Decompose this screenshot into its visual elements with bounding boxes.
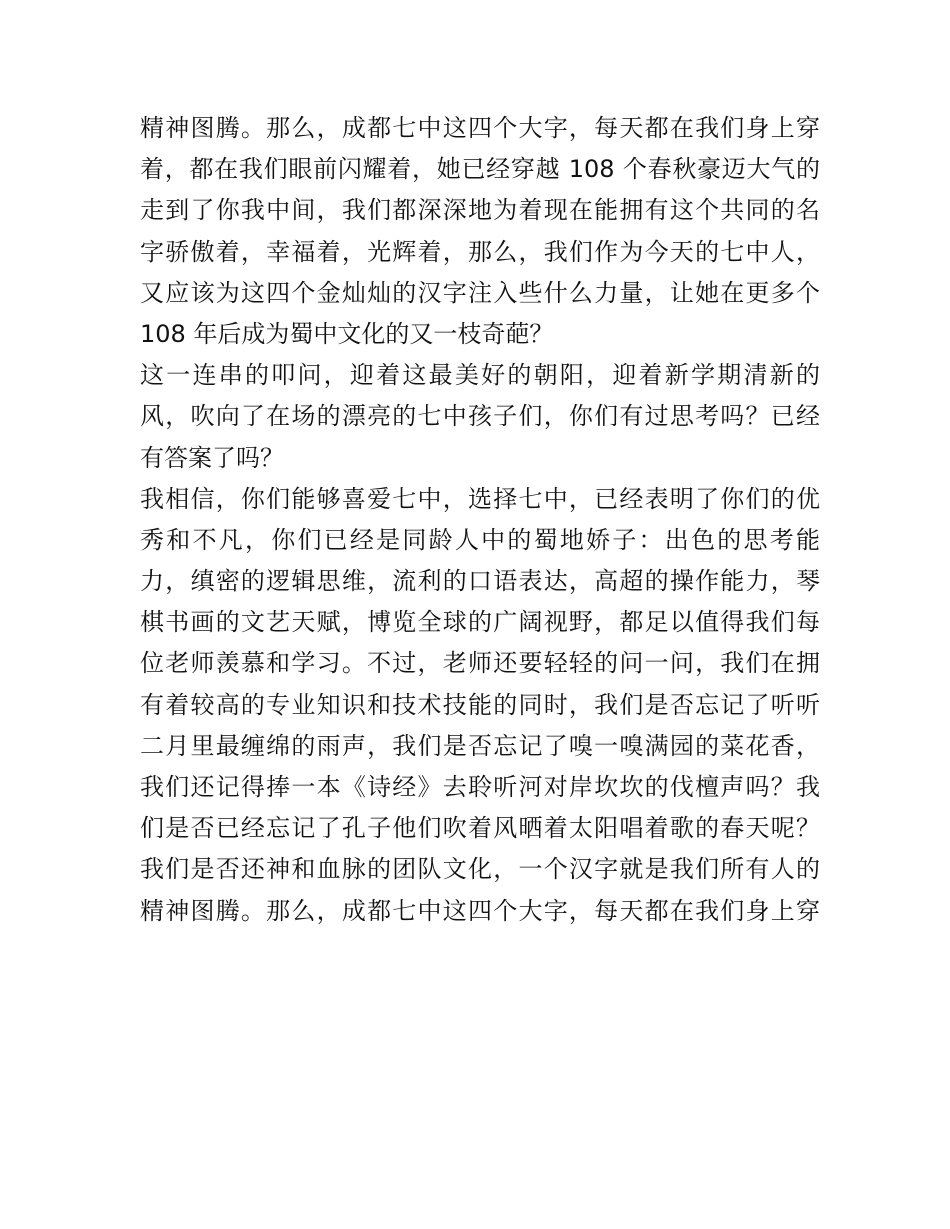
body-text xyxy=(140,108,820,932)
text-line-17: 我们还记得捧一本《诗经》去聆听河对岸坎坎的伐檀声吗？我 xyxy=(140,773,820,801)
text-line-15: 有着较高的专业知识和技术技能的同时，我们是否忘记了听听 xyxy=(140,690,820,719)
text-line-7: 这一连串的叩问，迎着这最美好的朝阳，迎着新学期清新的 xyxy=(140,361,820,390)
text-line-8: 风，吹向了在场的漂亮的七中孩子们，你们有过思考吗？已经 xyxy=(140,402,820,431)
text-line-14: 位老师羡慕和学习。不过，老师还要轻轻的问一问，我们在拥 xyxy=(140,649,820,678)
text-line-16: 二月里最缠绵的雨声，我们是否忘记了嗅一嗅满园的菜花香， xyxy=(140,731,820,760)
text-line-6: 108 年后成为蜀中文化的又一枝奇葩？ xyxy=(140,319,554,348)
text-line-10: 我相信，你们能够喜爱七中，选择七中，已经表明了你们的优 xyxy=(140,484,820,513)
text-line-18: 们是否已经忘记了孔子他们吹着风晒着太阳唱着歌的春天呢？ xyxy=(140,814,820,843)
text-line-9: 有答案了吗？ xyxy=(140,443,284,472)
text-line-12: 力，缜密的逻辑思维，流利的口语表达，高超的操作能力，琴 xyxy=(140,567,820,596)
text-line-4: 字骄傲着，幸福着，光辉着，那么，我们作为今天的七中人， xyxy=(140,237,820,266)
text-line-20: 精神图腾。那么，成都七中这四个大字，每天都在我们身上穿 xyxy=(140,896,820,925)
text-line-3: 走到了你我中间，我们都深深地为着现在能拥有这个共同的名 xyxy=(140,196,820,225)
text-line-11: 秀和不凡，你们已经是同龄人中的蜀地娇子：出色的思考能 xyxy=(140,525,820,554)
text-line-19: 我们是否还神和血脉的团队文化，一个汉字就是我们所有人的 xyxy=(140,855,820,884)
text-line-1: 精神图腾。那么，成都七中这四个大字，每天都在我们身上穿 xyxy=(140,114,820,142)
text-line-5: 又应该为这四个金灿灿的汉字注入些什么力量，让她在更多个 xyxy=(140,278,820,307)
text-line-13: 棋书画的文艺天赋，博览全球的广阔视野，都足以值得我们每 xyxy=(140,608,820,637)
text-line-2: 着，都在我们眼前闪耀着，她已经穿越 108 个春秋豪迈大气的 xyxy=(140,155,820,184)
